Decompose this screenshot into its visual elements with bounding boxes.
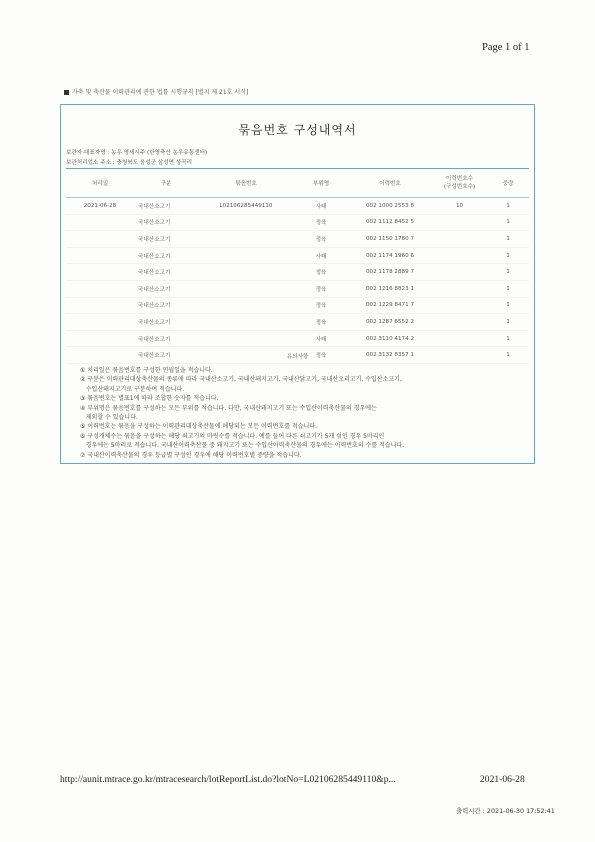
note-line: ⑥ 구성개체수는 묶음을 구성하는 해당 쇠고기의 마릿수를 적습니다. 예를 들어 다른 쇠고기가 5개 섞인 경우 5마리인 (80, 432, 385, 440)
table-row (66, 214, 529, 231)
cell-date: 2021-06-28 (66, 198, 134, 215)
header-trace: 이력번호 (348, 169, 432, 198)
header-date: 처리일 (66, 169, 134, 198)
cell-date (66, 231, 134, 248)
cell-count (432, 330, 487, 347)
cell-part: 사태 (294, 198, 348, 215)
cell-bundle (198, 330, 294, 347)
cell-type: 국내산소고기 (134, 247, 198, 264)
cell-weight: 1 (487, 280, 529, 297)
cell-date (66, 247, 134, 264)
cell-bundle (198, 231, 294, 248)
cell-part: 사태 (294, 247, 348, 264)
cell-bundle (198, 247, 294, 264)
law-reference-text: 가축 및 축산물 이력관리에 관한 법률 시행규칙 [별지 제 21호 서식] (72, 89, 249, 96)
cell-date (66, 297, 134, 314)
cell-bundle (198, 297, 294, 314)
cell-date (66, 214, 134, 231)
cell-weight: 1 (487, 247, 529, 264)
note-line: 수입산돼지고기로 구분하여 적습니다. (80, 385, 185, 393)
cell-part: 정육 (294, 264, 348, 281)
cell-weight: 1 (487, 297, 529, 314)
header-count (432, 169, 487, 198)
cell-type: 국내산소고기 (134, 330, 198, 347)
cell-date (66, 264, 134, 281)
composition-table (66, 168, 529, 364)
cell-bundle (198, 314, 294, 331)
cell-weight: 1 (487, 214, 529, 231)
page-number: Page 1 of 1 (482, 42, 530, 53)
header-part: 부위명 (294, 169, 348, 198)
cell-trace: 002 1150 1760 7 (348, 231, 432, 248)
cell-part: 사태 (294, 330, 348, 347)
cell-type: 국내산소고기 (134, 347, 198, 364)
header-type: 구분 (134, 169, 198, 198)
square-bullet-icon (64, 90, 69, 95)
cell-trace: 002 1216 8823 1 (348, 280, 432, 297)
table-row (66, 330, 529, 347)
note-line: ① 처리일은 묶음번호를 구성한 연월일을 적습니다. (80, 367, 213, 374)
cell-trace: 002 3110 4174 2 (348, 330, 432, 347)
cell-count (432, 264, 487, 281)
note-line: ⑦ 국내산이력축산물의 경우 등급별 구성인 경우에 해당 이력번호별 중량을 적습니다. (80, 451, 302, 459)
cell-count (432, 297, 487, 314)
cell-trace: 002 1000 2553 6 (348, 198, 432, 215)
cell-count (432, 280, 487, 297)
notes-title: 유의사항 (286, 354, 309, 360)
notes-list (80, 366, 530, 460)
cell-bundle (198, 214, 294, 231)
note-line: ③ 묶음번호는 별표1에 따라 조합한 숫자를 적습니다. (80, 395, 219, 403)
footer-date: 2021-06-28 (480, 774, 525, 785)
cell-date (66, 280, 134, 297)
cell-trace: 002 1287 6552 2 (348, 314, 432, 331)
cell-part: 정육 (294, 347, 348, 364)
cell-date (66, 330, 134, 347)
header-count-line1: 이력번호수 (445, 176, 474, 182)
table-row (66, 198, 529, 215)
cell-date (66, 314, 134, 331)
cell-type: 국내산소고기 (134, 198, 198, 215)
cell-weight: 1 (487, 198, 529, 215)
cell-trace: 002 3132 8357 1 (348, 347, 432, 364)
cell-weight: 1 (487, 347, 529, 364)
cell-count (432, 314, 487, 331)
header-bundle: 묶음번호 (198, 169, 294, 198)
cell-weight: 1 (487, 330, 529, 347)
cell-bundle (198, 264, 294, 281)
cell-type: 국내산소고기 (134, 214, 198, 231)
table-row (66, 247, 529, 264)
document-title: 묶음번호 구성내역서 (238, 123, 357, 137)
cell-bundle (198, 280, 294, 297)
cell-part: 정육 (294, 214, 348, 231)
printed-time: 출력시간 : 2021-06-30 17:52:41 (456, 807, 555, 815)
info-keeper: 보관자·대표자명 : 농우 영세시주 (한영축산 농우유통센터) (66, 150, 208, 156)
cell-trace: 002 1174 1960 6 (348, 247, 432, 264)
cell-type: 국내산소고기 (134, 314, 198, 331)
cell-part: 정육 (294, 231, 348, 248)
cell-weight: 1 (487, 314, 529, 331)
cell-trace: 002 1112 8452 5 (348, 214, 432, 231)
cell-trace: 002 1178 2889 7 (348, 264, 432, 281)
cell-count (432, 214, 487, 231)
cell-part: 정육 (294, 314, 348, 331)
table-row (66, 297, 529, 314)
table-row (66, 314, 529, 331)
cell-count (432, 247, 487, 264)
printed-value: 2021-06-30 17:52:41 (486, 807, 555, 815)
cell-weight: 1 (487, 231, 529, 248)
header-count-line2: (구성번호수) (443, 184, 476, 190)
note-line: ④ 부위명은 묶음번호를 구성하는 모든 부위를 적습니다. 다만, 국내산돼지고기 또는 수입산이력축산물의 경우에는 (80, 404, 377, 412)
cell-type: 국내산소고기 (134, 297, 198, 314)
cell-count (432, 231, 487, 248)
footer-url: http://aunit.mtrace.go.kr/mtracesearch/lotReportList.do?lotNo=L0210628544911​0&p... (60, 774, 396, 785)
cell-weight: 1 (487, 264, 529, 281)
note-line: 제외할 수 있습니다. (80, 414, 138, 422)
table-row (66, 280, 529, 297)
table-row (66, 231, 529, 248)
note-line: ⑤ 이력번호는 묶음을 구성하는 이력관리대상축산물에 해당되는 모든 이력번호를 적습니다. (80, 423, 317, 431)
table-header-row (66, 169, 529, 198)
cell-bundle: L0210628544911​0 (198, 198, 294, 215)
law-reference (64, 87, 248, 96)
note-line: ② 구분은 이력관리대상축산물의 종류에 따라 국내산소고기, 국내산돼지고기, 국내산닭고기, 국내산오리고기, 수입산소고기, (80, 376, 402, 384)
cell-trace: 002 1229 8471 7 (348, 297, 432, 314)
note-line: 경우에는 5마리로 적습니다. 국내산이력축산물 중 돼지고기 또는 수입산이력축산물의 경우에는 이력번호의 수를 적습니다. (80, 442, 405, 450)
cell-part: 정육 (294, 297, 348, 314)
cell-count: 10 (432, 198, 487, 215)
header-weight: 중량 (487, 169, 529, 198)
cell-part: 정육 (294, 280, 348, 297)
cell-type: 국내산소고기 (134, 280, 198, 297)
table-row (66, 264, 529, 281)
info-address: 보관처리업소 주소 : 충청북도 음성군 삼성면 상곡리 (66, 160, 193, 166)
printed-label: 출력시간 (456, 807, 481, 815)
cell-type: 국내산소고기 (134, 231, 198, 248)
cell-type: 국내산소고기 (134, 264, 198, 281)
